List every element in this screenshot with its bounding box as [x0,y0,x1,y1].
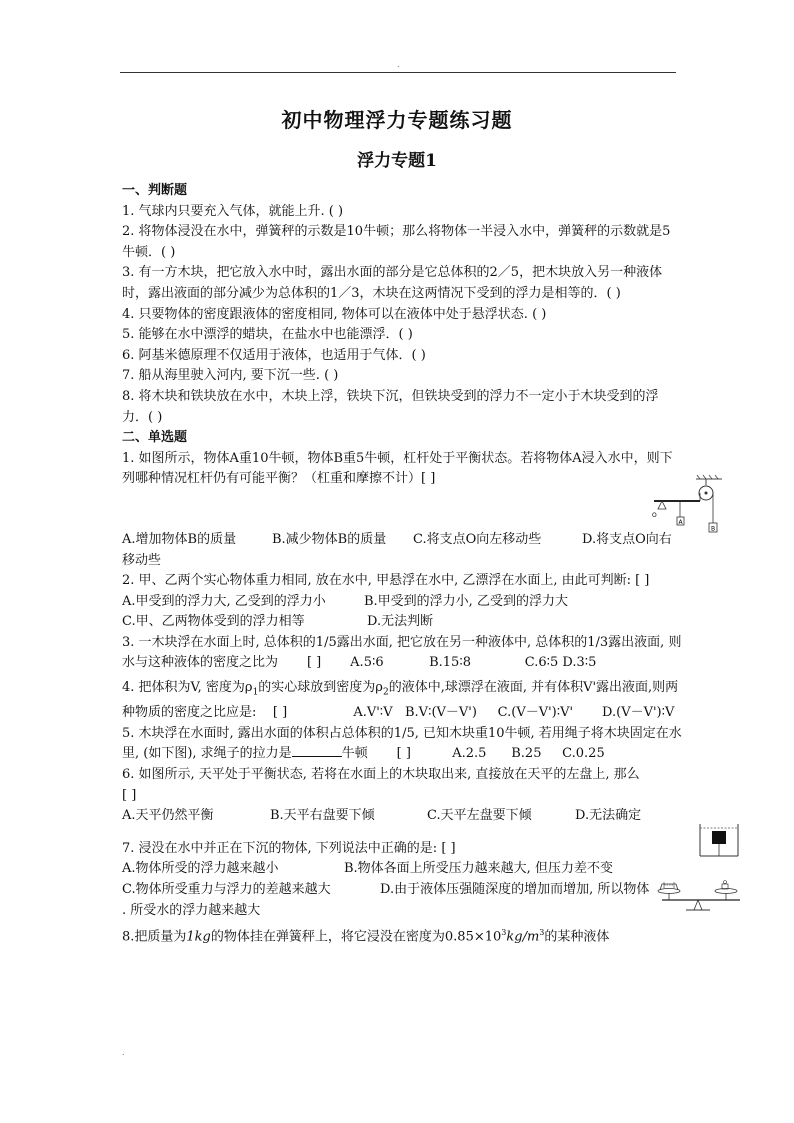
figure-spacer [122,490,682,530]
document-body [122,181,682,948]
question-5-stem [122,724,682,765]
q6-option-a: A.天平仍然平衡 [122,808,214,824]
q5-stem-part-b: 牛顿 [341,746,368,762]
question-7-stem: 7. 浸没在水中并正在下沉的物体, 下列说法中正确的是: [ ] [122,840,456,856]
q6-option-d: D.无法确定 [575,808,642,824]
q8-stem-part-b: 的物体挂在弹簧秤上，将它浸没在密度为 [210,929,445,945]
question-1-stem: 1. 如图所示，物体A重10牛顿，物体B重5牛顿，杠杆处于平衡状态。若将物体A浸入水中，则下列哪种情况杠杆仍有可能平衡？（杠重和摩擦不计）[ ] [122,450,673,487]
question-6-stem: 6. 如图所示, 天平处于平衡状态, 若将在水面上的木块取出来, 直接放在天平的左盘上, 那么 [ ] [122,767,640,803]
q3-bracket: [ ] [306,655,322,671]
judgment-item-1: 1. 气球内只要充入气体，就能上升. ( ) [122,203,344,219]
q6-option-c: C.天平左盘要下倾 [427,808,532,824]
judgment-item-3: 3. 有一方木块，把它放入水中时，露出水面的部分是它总体积的2／5，把木块放入另一种液体时，露出液面的部分减少为总体积的1／3，木块在这两情况下受到的浮力是相等的．( ) [122,265,663,301]
q3-option-b: B.15∶8 [429,655,471,671]
q5-bracket: [ ] [396,746,411,762]
q2-option-d: D.无法判断 [367,614,434,630]
header-rule [120,72,676,73]
judgment-item-4: 4. 只要物体的密度跟液体的密度相同, 物体可以在液体中处于悬浮状态. ( ) [122,306,547,322]
q7-option-d-continued: . 所受水的浮力越来越大 [122,902,261,918]
q1-option-c: C.将支点O向左移动些 [413,531,542,547]
q4-stem-part-c: 的液体中,球漂浮在液面, 并有体积V'露出液面,则两种物质的密度之比应是: [122,680,679,721]
section-heading-single-choice: 二、单选题 [122,430,188,446]
question-2-stem: 2. 甲、乙两个实心物体重力相同, 放在水中, 甲悬浮在水中, 乙漂浮在水面上, 由此可判断: [ ] [122,573,650,589]
q3-option-d: D.3∶5 [562,655,597,671]
judgment-item-2: 2. 将物体浸没在水中，弹簧秤的示数是10牛顿；那么将物体一半浸入水中，弹簧秤的示数就是5牛顿．( ) [122,224,671,260]
question-3-stem [122,633,682,674]
lever-pulley-figure [650,473,730,539]
q5-option-a: A.2.5 [452,746,487,762]
question-6-options [122,806,682,827]
q5-option-b: B.25 [511,746,542,762]
header-mark: . [397,60,400,69]
q8-unit: kg/m [506,929,540,945]
fig-label-b: B [711,525,716,533]
question-1-options [122,530,682,551]
q1-option-b: B.减少物体B的质量 [272,531,387,547]
q7-option-c: C.物体所受重力与浮力的差越来越大 [122,882,331,897]
q7-option-b: B.物体各面上所受压力越来越大, 但压力差不变 [344,861,613,877]
spacer [122,827,682,839]
q7-option-d: D.由于液体压强随深度的增加而增加, 所以物体 [380,882,650,897]
page-title: 初中物理浮力专题练习题 [281,108,513,132]
question-2-options-row1 [122,592,682,613]
q3-option-c: C.6∶5 [524,655,559,671]
judgment-item-8: 8. 将木块和铁块放在水中，木块上浮，铁块下沉，但铁块受到的浮力不一定小于木块受到的浮力．( ) [122,388,659,425]
q8-density: 0.85×10 [444,929,502,945]
q8-stem-part-c: 的某种液体 [544,929,610,945]
judgment-item-6: 6. 阿基米德原理不仅适用于液体，也适用于气体．( ) [122,347,426,363]
footer-mark: . [122,1048,125,1057]
question-7-options-row2 [122,880,682,901]
q4-option-a: A.V'∶V [353,705,393,721]
question-4-stem [122,678,682,724]
q5-stem-part-a: 5. 木块浮在水面时, 露出水面的体积占总体积的1/5, 已知木块重10牛顿, 若用绳子将木块固定在水里, (如下图), 求绳子的拉力是 [122,725,682,762]
q2-option-b: B.甲受到的浮力小, 乙受到的浮力大 [364,593,568,609]
q4-stem-part-a: 4. 把体积为V, 密度为ρ [122,680,253,696]
fig-label-a: A [678,519,683,526]
q5-answer-blank [292,744,342,757]
q4-option-c: C.(V－V')∶V' [497,705,574,721]
section-heading-judgment: 一、判断题 [122,183,188,198]
q1-option-a: A.增加物体B的质量 [122,531,237,547]
q1-option-d: D.将支点O向右 [582,531,672,547]
question-8-stem [122,923,682,948]
q3-stem-text: 3. 一木块浮在水面上时, 总体积的1/5露出水面, 把它放在另一种液体中, 总体积的1/3露出液面, 则水与这种液体的密度之比为 [122,634,682,671]
q8-mass: 1kg [186,929,211,945]
page-subtitle: 浮力专题1 [357,151,437,171]
judgment-item-5: 5. 能够在水中漂浮的蜡块，在盐水中也能漂浮．( ) [122,327,413,343]
q4-option-b: B.V∶(V－V') [405,705,477,721]
balance-scale-figure [656,872,746,916]
q7-option-a: A.物体所受的浮力越来越小 [122,861,279,877]
q8-density-exponent: 3 [501,928,507,938]
q8-unit-exponent: 3 [539,928,545,938]
question-7-options-row1 [122,859,682,880]
judgment-item-7: 7. 船从海里驶入河内, 要下沉一些. ( ) [122,368,339,384]
fig-label-o: O [652,512,657,519]
q4-option-d: D.(V－V')∶V [602,705,675,721]
q2-option-a: A.甲受到的浮力大, 乙受到的浮力小 [122,593,326,609]
q8-stem-part-a: 8.把质量为 [122,929,187,945]
tethered-block-figure [697,820,741,860]
q1-option-d-continued: 移动些 [122,552,162,568]
q4-stem-part-b: 的实心球放到密度为ρ [258,680,383,696]
q2-option-c: C.甲、乙两物体受到的浮力相等 [122,614,305,630]
question-2-options-row2 [122,612,682,633]
q3-option-a: A.5∶6 [350,655,384,671]
q6-option-b: B.天平右盘要下倾 [270,808,375,824]
q5-option-c: C.0.25 [562,746,605,762]
q4-subscript-2: 2 [382,687,389,698]
q4-subscript-1: 1 [252,687,259,698]
q4-bracket: [ ] [272,705,288,721]
